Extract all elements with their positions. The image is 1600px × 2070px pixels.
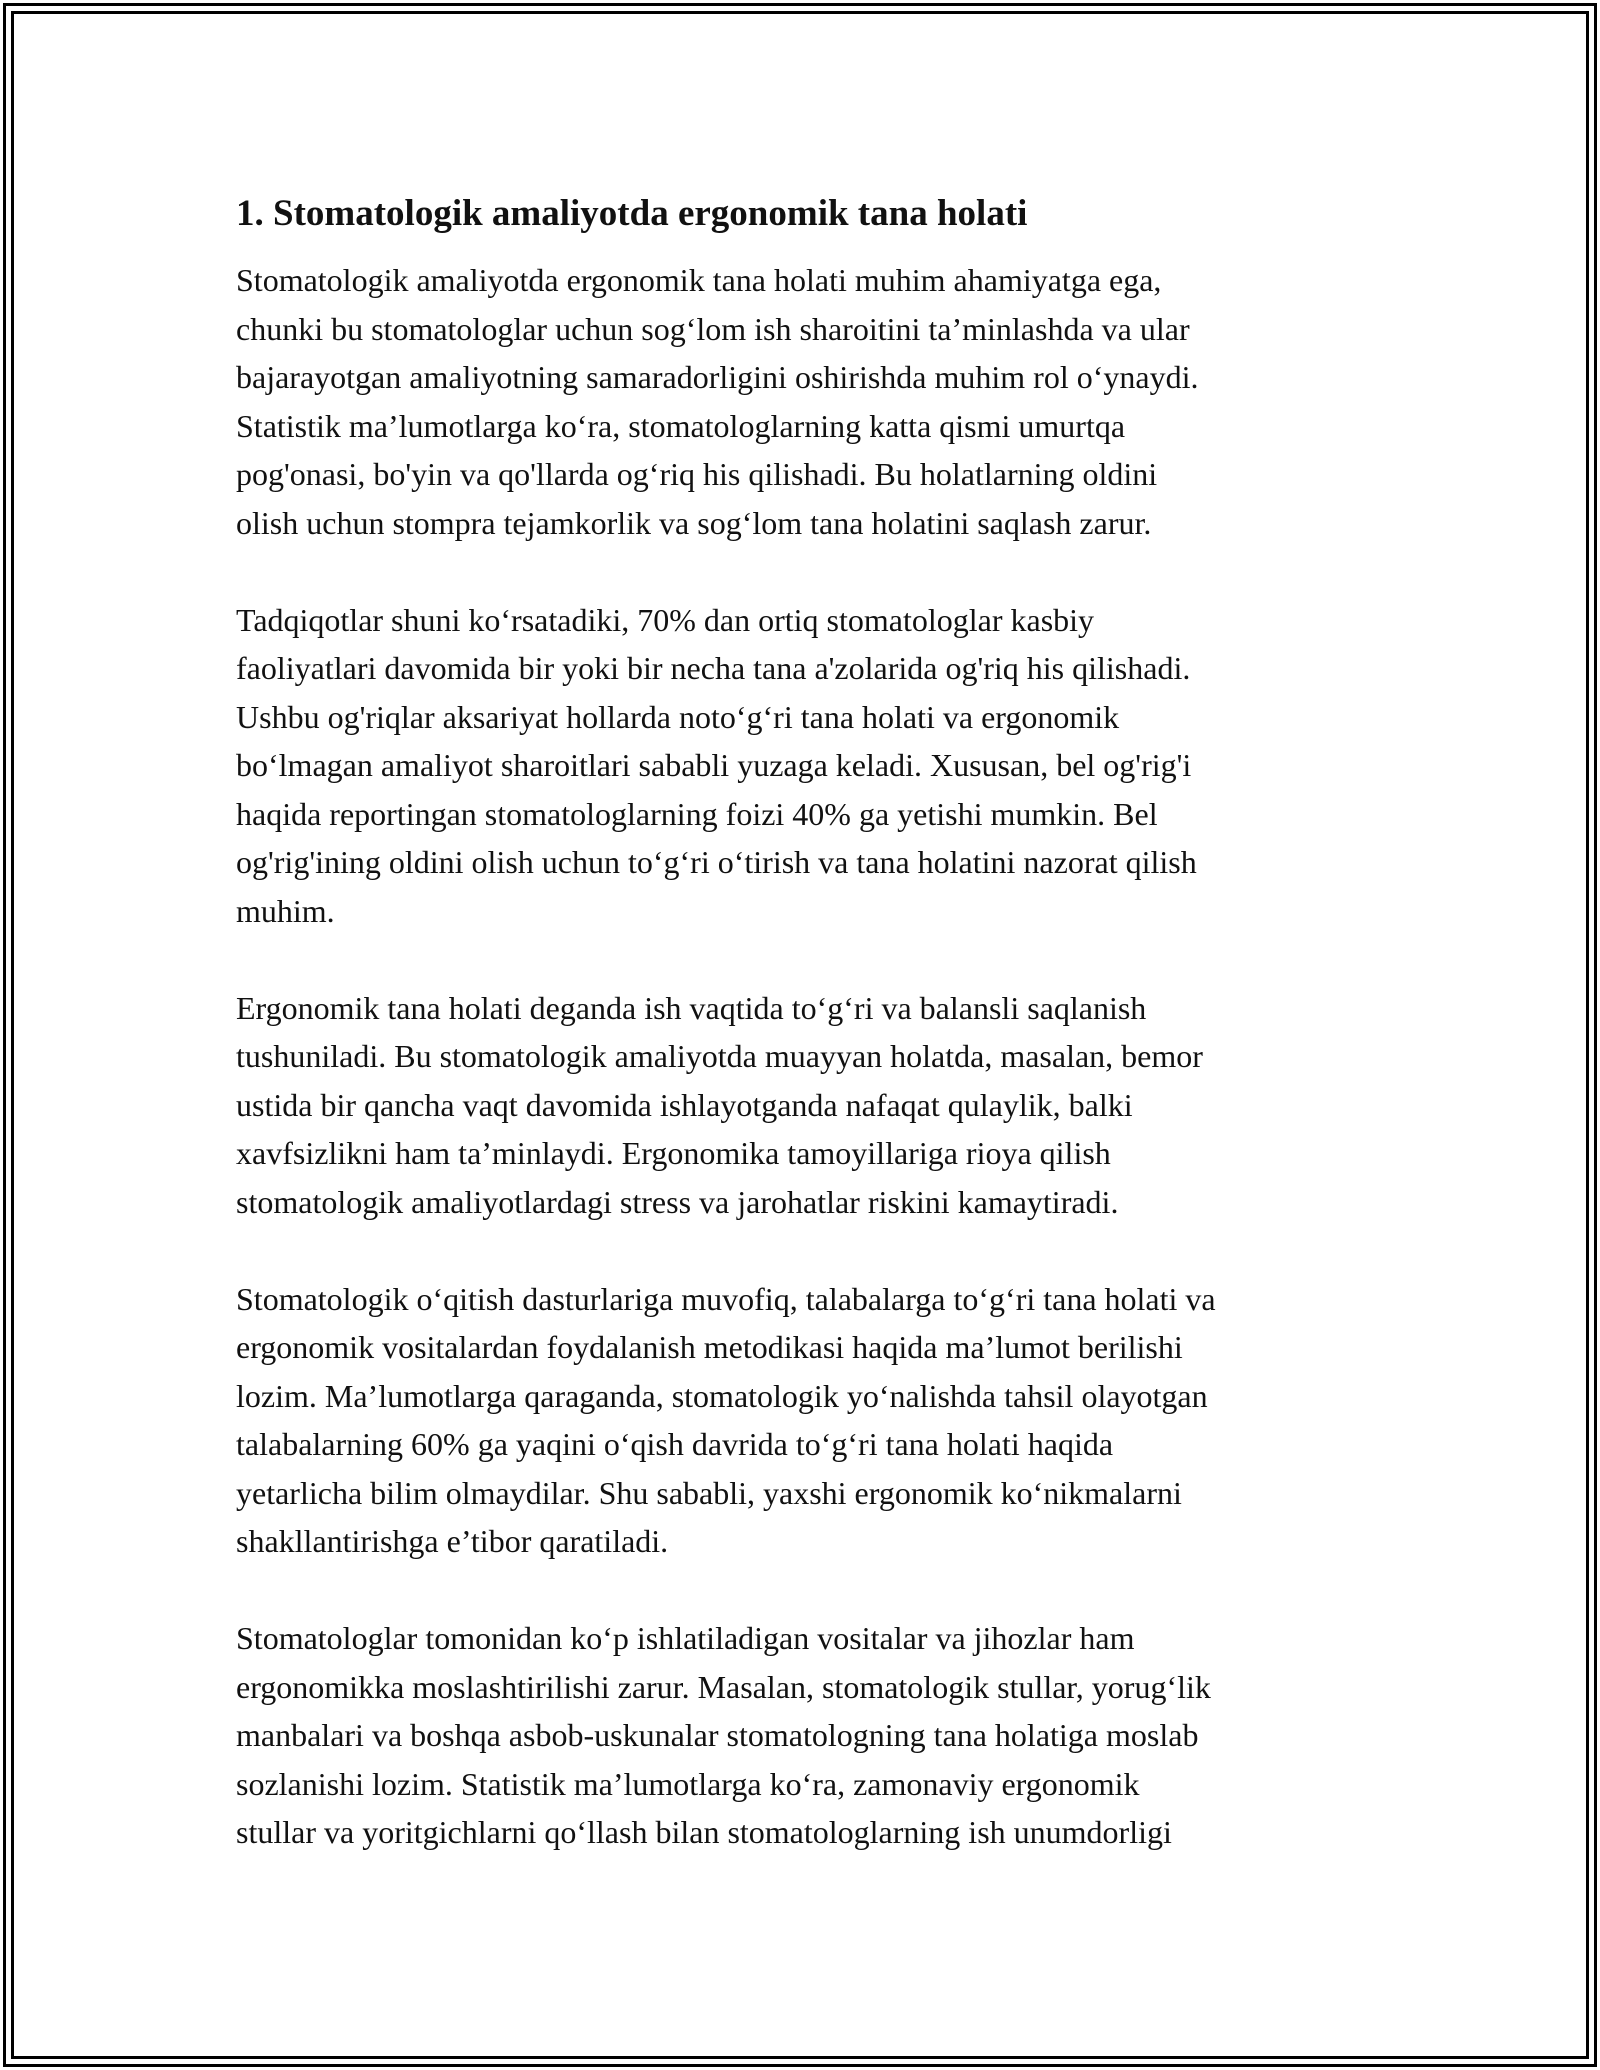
text-line: stullar va yoritgichlarni qo‘llash bilan stomatologlarning ish unumdorligi [236,1814,1172,1850]
text-line: olish uchun stompra tejamkorlik va sog‘lom tana holatini saqlash zarur. [236,504,1152,541]
text-line: ergonomikka moslashtirilishi zarur. Masalan, stomatologik stullar, yorug‘lik [236,1668,1211,1705]
text-line: lozim. Ma’lumotlarga qaraganda, stomatologik yo‘nalishda tahsil olayotgan [236,1377,1208,1414]
text-line: stomatologik amaliyotlardagi stress va jarohatlar riskini kamaytiradi. [236,1183,1119,1220]
text-line: Stomatologlar tomonidan ko‘p ishlatiladigan vositalar va jihozlar ham [236,1620,1135,1656]
paragraph-5 [236,1614,1376,1857]
text-line: tushuniladi. Bu stomatologik amaliyotda muayyan holatda, masalan, bemor [236,1038,1203,1074]
text-line: Tadqiqotlar shuni ko‘rsatadiki, 70% dan ortiq stomatologlar kasbiy [236,601,1095,638]
text-line: xavfsizlikni ham ta’minlaydi. Ergonomika tamoyillariga rioya qilish [236,1135,1111,1171]
text-line: shakllantirishga e’tibor qaratiladi. [236,1523,669,1559]
text-line: Statistik ma’lumotlarga ko‘ra, stomatologlarning katta qismi umurtqa [236,407,1126,444]
paragraph-3 [236,984,1376,1227]
text-line: chunki bu stomatologlar uchun sog‘lom ish sharoitini ta’minlashda va ular [236,310,1190,347]
text-line: muhim. [236,892,335,929]
text-line: Stomatologik o‘qitish dasturlariga muvofiq, talabalarga to‘g‘ri tana holati va [236,1280,1216,1317]
document-body [236,188,1376,1905]
text-line: pog'onasi, bo'yin va qo'llarda og‘riq his qilishadi. Bu holatlarning oldini [236,456,1158,492]
text-line: Ushbu og'riqlar aksariyat hollarda noto‘g‘ri tana holati va ergonomik [236,698,1120,735]
text-line: sozlanishi lozim. Statistik ma’lumotlarga ko‘ra, zamonaviy ergonomik [236,1765,1140,1802]
text-line: bo‘lmagan amaliyot sharoitlari sababli yuzaga keladi. Xususan, bel og'rig'i [236,747,1192,783]
text-line: ergonomik vositalardan foydalanish metodikasi haqida ma’lumot berilishi [236,1329,1183,1365]
text-line: talabalarning 60% ga yaqini o‘qish davrida to‘g‘ri tana holati haqida [236,1426,1114,1462]
paragraph-2 [236,596,1376,936]
text-line: yetarlicha bilim olmaydilar. Shu sababli, yaxshi ergonomik ko‘nikmalarni [236,1474,1182,1511]
text-line: bajarayotgan amaliyotning samaradorligini oshirishda muhim rol o‘ynaydi. [236,359,1199,395]
paragraph-4 [236,1275,1376,1566]
section-heading: 1. Stomatologik amaliyotda ergonomik tana holati [236,193,1028,234]
text-line: og'rig'ining oldini olish uchun to‘g‘ri o‘tirish va tana holatini nazorat qilish [236,844,1197,880]
text-line: haqida reportingan stomatologlarning foizi 40% ga yetishi mumkin. Bel [236,795,1158,832]
text-line: Stomatologik amaliyotda ergonomik tana holati muhim ahamiyatga ega, [236,262,1162,298]
text-line: ustida bir qancha vaqt davomida ishlayotganda nafaqat qulaylik, balki [236,1086,1133,1123]
text-line: Ergonomik tana holati deganda ish vaqtida to‘g‘ri va balansli saqlanish [236,989,1147,1026]
text-line: manbalari va boshqa asbob-uskunalar stomatologning tana holatiga moslab [236,1717,1199,1753]
paragraph-1 [236,256,1376,547]
text-line: faoliyatlari davomida bir yoki bir necha tana a'zolarida og'riq his qilishadi. [236,650,1191,686]
